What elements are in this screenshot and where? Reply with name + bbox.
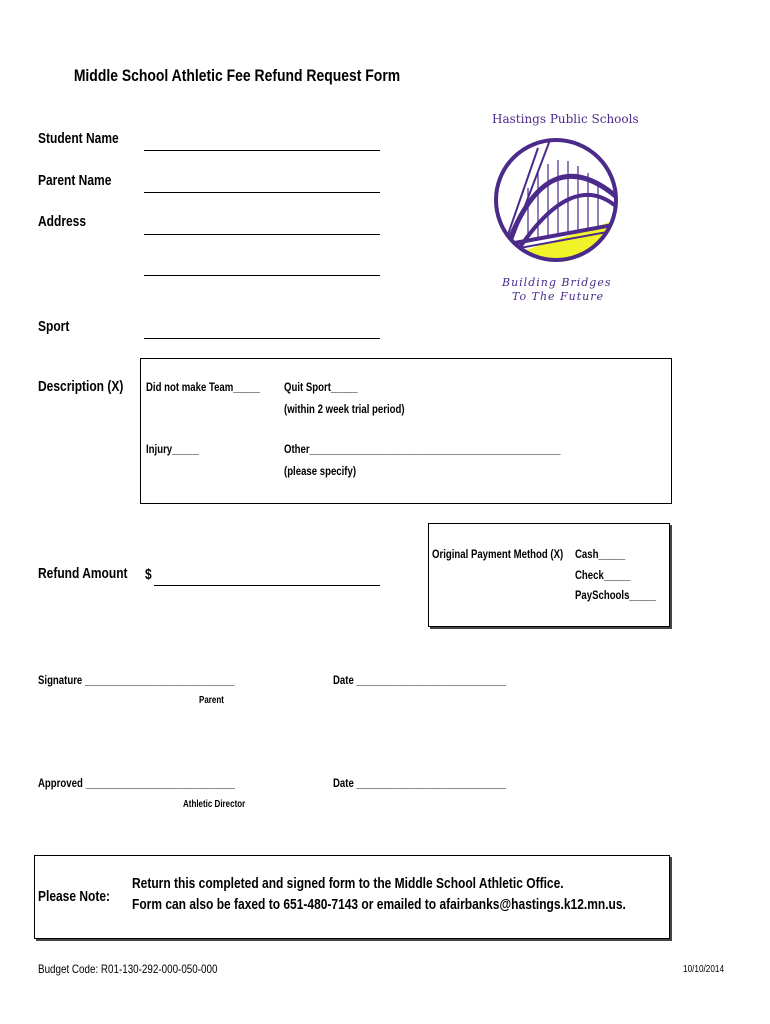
school-logo [478, 108, 638, 308]
address-field-line-1[interactable] [144, 234, 380, 235]
payment-cash[interactable]: Cash_____ [575, 547, 626, 561]
bridge-emblem-icon [478, 128, 638, 288]
option-other-note: (please specify) [284, 464, 357, 478]
approved-field[interactable]: Approved ____________________________ [38, 776, 235, 790]
address-label: Address [38, 213, 87, 230]
sport-label: Sport [38, 318, 70, 335]
signature-sublabel: Parent [199, 695, 224, 706]
refund-amount-label: Refund Amount [38, 565, 128, 582]
note-line-2: Form can also be faxed to 651-480-7143 or emailed to afairbanks@hastings.k12.mn.us. [132, 896, 626, 913]
payment-method-label: Original Payment Method (X) [432, 547, 564, 561]
payment-check[interactable]: Check_____ [575, 568, 631, 582]
signature-date-field[interactable]: Date ____________________________ [333, 673, 506, 687]
address-field-line-2[interactable] [144, 275, 380, 276]
parent-name-field[interactable] [144, 192, 380, 193]
budget-code: Budget Code: R01-130-292-000-050-000 [38, 962, 218, 976]
logo-tagline-2: To The Future [512, 290, 605, 303]
payment-payschools[interactable]: PaySchools_____ [575, 588, 657, 602]
option-injury[interactable]: Injury_____ [146, 442, 199, 456]
currency-symbol: $ [145, 566, 152, 583]
option-quit-sport[interactable]: Quit Sport_____ [284, 380, 358, 394]
option-quit-sport-note: (within 2 week trial period) [284, 402, 405, 416]
parent-name-label: Parent Name [38, 172, 112, 189]
description-label: Description (X) [38, 378, 124, 395]
signature-field[interactable]: Signature ____________________________ [38, 673, 235, 687]
option-other[interactable]: Other_______________________________________________ [284, 442, 561, 456]
form-title: Middle School Athletic Fee Refund Request Form [73, 66, 401, 85]
sport-field[interactable] [144, 338, 380, 339]
logo-tagline-1: Building Bridges [502, 276, 612, 289]
approved-date-field[interactable]: Date ____________________________ [333, 776, 506, 790]
note-line-1: Return this completed and signed form to the Middle School Athletic Office. [132, 875, 564, 892]
student-name-field[interactable] [144, 150, 380, 151]
student-name-label: Student Name [38, 130, 119, 147]
payment-method-box [428, 523, 670, 627]
form-date: 10/10/2014 [682, 964, 724, 975]
logo-org-name: Hastings Public Schools [492, 112, 639, 126]
refund-amount-field[interactable] [154, 585, 380, 586]
note-heading: Please Note: [38, 888, 111, 905]
approved-sublabel: Athletic Director [183, 799, 246, 810]
option-did-not-make-team[interactable]: Did not make Team_____ [146, 380, 261, 394]
